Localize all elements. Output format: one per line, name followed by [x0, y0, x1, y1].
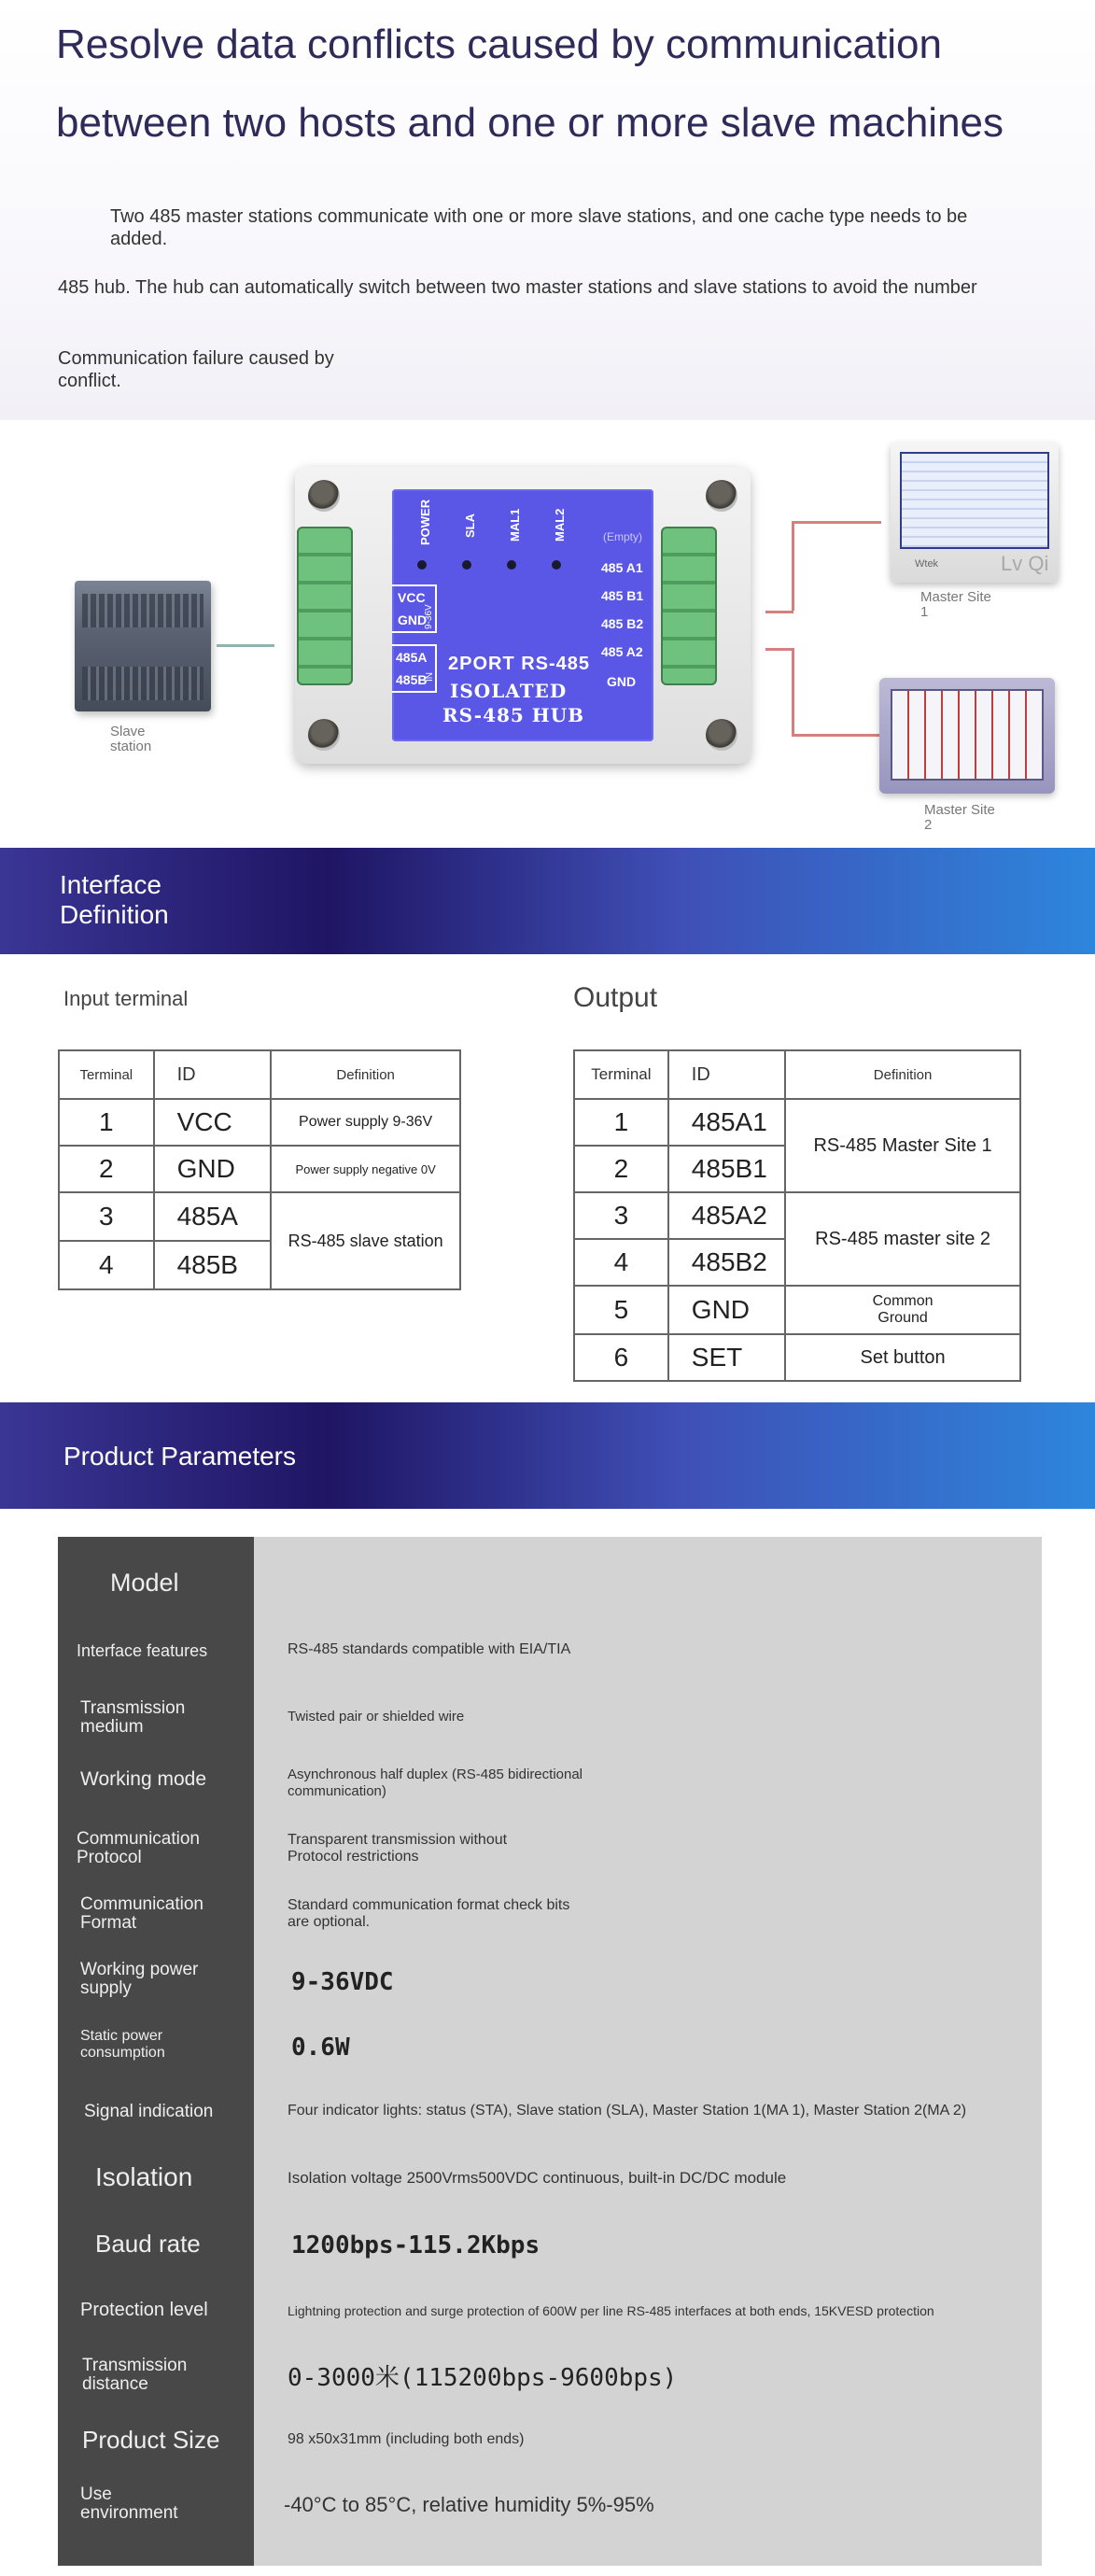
- slave-station-label: Slave station: [110, 724, 152, 754]
- intro-paragraph-2: 485 hub. The hub can automatically switch between two master stations and slave stations to avoid the number: [58, 277, 977, 298]
- table-header-row: [59, 1050, 460, 1099]
- intro-paragraph-3: Communication failure caused by conflict.: [58, 348, 334, 391]
- terminal-id: 485B1: [668, 1146, 785, 1192]
- table-row: [574, 1334, 1020, 1381]
- terminal-definition: RS-485 Master Site 1: [785, 1099, 1020, 1192]
- led-label-mal2: MAL2: [553, 508, 567, 542]
- terminal-number: 6: [574, 1334, 668, 1381]
- slave-station-device: [75, 581, 211, 711]
- table-row: [59, 1192, 460, 1241]
- param-label: Signal indication: [84, 2102, 214, 2121]
- terminal-number: 2: [574, 1146, 668, 1192]
- terminal-number: 4: [574, 1239, 668, 1286]
- header-definition: Definition: [271, 1050, 460, 1099]
- param-label: Model: [110, 1569, 179, 1597]
- empty-label: (Empty): [603, 530, 642, 543]
- master2-link-line: [792, 734, 881, 737]
- model-line-3: RS-485 HUB: [442, 704, 585, 726]
- input-label-485a: 485A: [396, 650, 428, 665]
- param-label: Product Size: [82, 2426, 220, 2454]
- input-label-gnd: GND: [398, 612, 428, 627]
- terminal-definition: RS-485 slave station: [271, 1192, 460, 1289]
- param-value: Lightning protection and surge protection of 600W per line RS-485 interfaces at both ends, 15KVESD protection: [288, 2303, 934, 2318]
- master1-link-line: [792, 521, 794, 611]
- master1-link-line: [792, 521, 881, 524]
- output-terminal-table: [573, 1049, 1021, 1382]
- terminal-number: 3: [59, 1192, 154, 1241]
- master-site-2-device: [879, 678, 1055, 794]
- slave-link-line: [217, 644, 274, 647]
- param-label: Protection level: [80, 2300, 208, 2320]
- port-label-485a1: 485 A1: [601, 560, 643, 575]
- param-value: 9-36VDC: [291, 1968, 394, 1996]
- param-value: Twisted pair or shielded wire: [288, 1709, 465, 1724]
- terminal-number: 1: [574, 1099, 668, 1146]
- mount-hole-icon: [308, 480, 340, 512]
- power-led-icon: [417, 560, 427, 570]
- input-voltage-label: 9-36V: [424, 604, 434, 629]
- intro-paragraph-1: Two 485 master stations communicate with one or more slave stations, and one cache type needs to be added.: [110, 206, 968, 249]
- param-label: Transmission distance: [82, 2356, 188, 2394]
- mount-hole-icon: [308, 719, 340, 751]
- interface-definition-title: Interface Definition: [60, 870, 169, 929]
- param-value: -40°C to 85°C, relative humidity 5%-95%: [284, 2493, 654, 2516]
- terminal-id: GND: [668, 1286, 785, 1334]
- plc-icon: [75, 581, 211, 711]
- master-site-1-label: Master Site 1: [920, 589, 991, 620]
- param-label: Transmission medium: [80, 1698, 186, 1737]
- product-parameters-title: Product Parameters: [63, 1442, 296, 1471]
- table-row: [574, 1192, 1020, 1239]
- param-value: 0-3000米(115200bps-9600bps): [288, 2364, 678, 2392]
- param-value: Asynchronous half duplex (RS-485 bidirectional communication): [288, 1767, 583, 1799]
- master2-link-line: [792, 648, 794, 736]
- port-label-485a2: 485 A2: [601, 644, 643, 659]
- table-row: [574, 1099, 1020, 1146]
- terminal-number: 2: [59, 1146, 154, 1192]
- terminal-number: 4: [59, 1241, 154, 1289]
- output-terminal-block: [661, 527, 717, 685]
- header-definition: Definition: [785, 1050, 1020, 1099]
- param-value: Transparent transmission without Protocol restrictions: [288, 1832, 508, 1865]
- port-label-gnd: GND: [607, 674, 637, 689]
- hmi-screen-icon: [900, 452, 1049, 549]
- led-label-mal1: MAL1: [508, 508, 522, 542]
- master-site-2-label: Master Site 2: [924, 802, 995, 833]
- page-title: Resolve data conflicts caused by communication between two hosts and one or more slave machines: [56, 21, 1004, 146]
- terminal-definition: Power supply negative 0V: [271, 1146, 460, 1192]
- param-value: Standard communication format check bits are optional.: [288, 1897, 570, 1930]
- terminal-definition: Power supply 9-36V: [271, 1099, 460, 1146]
- terminal-number: 5: [574, 1286, 668, 1334]
- product-parameters-banner: [0, 1402, 1095, 1509]
- param-label: Working power supply: [80, 1960, 199, 1998]
- input-terminal-block: [297, 527, 353, 685]
- output-title: Output: [573, 982, 658, 1013]
- terminal-number: 3: [574, 1192, 668, 1239]
- param-value: 0.6W: [291, 2034, 350, 2062]
- input-in-label: IN: [425, 672, 435, 682]
- model-line-1: 2PORT RS-485: [448, 654, 591, 674]
- led-label-power: POWER: [418, 499, 432, 545]
- hmi-screen-icon: [891, 689, 1044, 781]
- terminal-definition: Set button: [785, 1334, 1020, 1381]
- hmi-small-brand: Wtek: [915, 558, 939, 570]
- mount-hole-icon: [706, 480, 737, 512]
- terminal-id: 485A: [154, 1192, 272, 1241]
- mal2-led-icon: [552, 560, 561, 570]
- terminal-definition: RS-485 master site 2: [785, 1192, 1020, 1286]
- terminal-id: 485A2: [668, 1192, 785, 1239]
- header-id: ID: [668, 1050, 785, 1099]
- master-site-1-device: [891, 443, 1059, 583]
- input-terminal-table: [58, 1049, 461, 1290]
- hmi-brand: Lv Qi: [1001, 552, 1049, 575]
- terminal-id: 485A1: [668, 1099, 785, 1146]
- sla-led-icon: [462, 560, 471, 570]
- terminal-id: GND: [154, 1146, 272, 1192]
- input-terminal-title: Input terminal: [63, 987, 189, 1010]
- terminal-id: VCC: [154, 1099, 272, 1146]
- table-row: [574, 1286, 1020, 1334]
- connection-diagram: [0, 420, 1095, 848]
- terminal-id: 485B2: [668, 1239, 785, 1286]
- terminal-number: 1: [59, 1099, 154, 1146]
- param-label: Interface features: [77, 1641, 208, 1660]
- terminal-id: SET: [668, 1334, 785, 1381]
- param-value: 1200bps-115.2Kbps: [291, 2231, 540, 2259]
- header-terminal: Terminal: [574, 1050, 668, 1099]
- port-label-485b1: 485 B1: [601, 588, 644, 603]
- led-label-sla: SLA: [463, 514, 477, 538]
- header-terminal: Terminal: [59, 1050, 154, 1099]
- param-label: Communication Protocol: [77, 1829, 200, 1867]
- mal1-led-icon: [507, 560, 516, 570]
- master1-link-line: [765, 611, 793, 613]
- table-row: [59, 1146, 460, 1192]
- model-line-2: ISOLATED: [450, 680, 568, 702]
- parameters-table: [58, 1537, 1042, 2566]
- mount-hole-icon: [706, 719, 737, 751]
- param-value: 98 x50x31mm (including both ends): [288, 2431, 525, 2447]
- terminal-definition: Common Ground: [785, 1286, 1020, 1334]
- param-value: RS-485 standards compatible with EIA/TIA: [288, 1641, 571, 1657]
- header-id: ID: [154, 1050, 272, 1099]
- param-label: Static power consumption: [80, 2028, 165, 2061]
- table-header-row: [574, 1050, 1020, 1099]
- rs485-hub-device: [295, 467, 751, 764]
- input-label-485b: 485B: [396, 672, 428, 687]
- port-label-485b2: 485 B2: [601, 616, 644, 631]
- param-value: Isolation voltage 2500Vrms500VDC continuous, built-in DC/DC module: [288, 2169, 787, 2187]
- table-row: [59, 1099, 460, 1146]
- hub-label-panel: [392, 489, 653, 741]
- param-label: Baud rate: [95, 2230, 201, 2258]
- param-label: Isolation: [95, 2162, 193, 2191]
- master2-link-line: [765, 648, 793, 651]
- hero-section: [0, 0, 1095, 420]
- param-label: Use environment: [80, 2485, 178, 2523]
- input-label-vcc: VCC: [398, 590, 426, 605]
- param-value: Four indicator lights: status (STA), Slave station (SLA), Master Station 1(MA 1), Master Station 2(MA 2): [288, 2103, 967, 2119]
- param-label: Communication Format: [80, 1894, 204, 1933]
- param-label: Working mode: [80, 1768, 207, 1790]
- terminal-id: 485B: [154, 1241, 272, 1289]
- interface-definition-banner: [0, 848, 1095, 954]
